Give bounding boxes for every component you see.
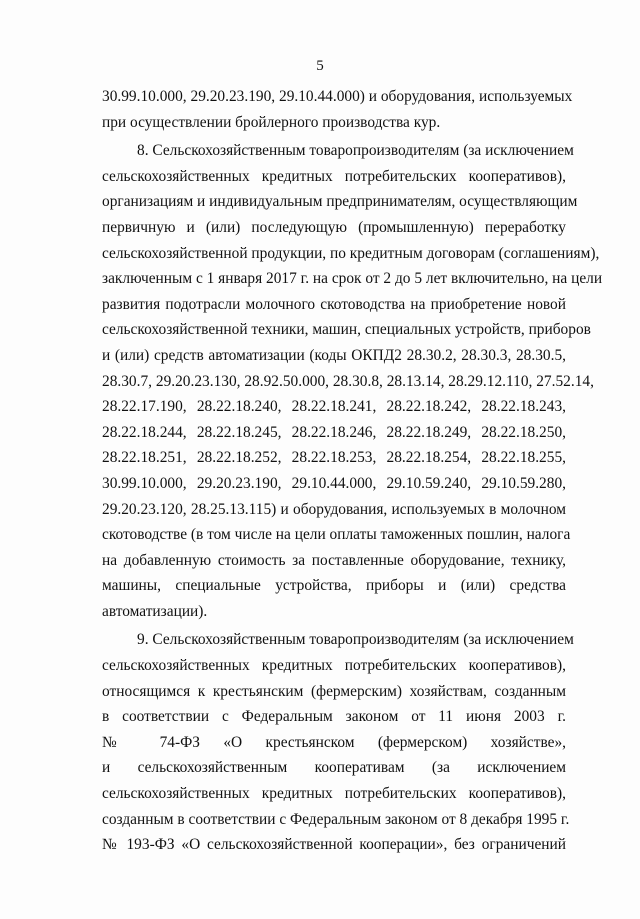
document-body <box>102 84 603 858</box>
text-line: на добавленную стоимость за поставленные оборудование, технику, <box>102 551 566 569</box>
text-line: 28.22.18.251, 28.22.18.252, 28.22.18.253, 28.22.18.254, 28.22.18.255, <box>102 449 566 467</box>
text-line: организациям и индивидуальным предпринимателям, осуществляющим <box>102 193 578 211</box>
text-line: сельскохозяйственных кредитных потребительских кооперативов), <box>102 167 566 185</box>
text-line: 30.99.10.000, 29.20.23.190, 29.10.44.000, 29.10.59.240, 29.10.59.280, <box>102 474 566 492</box>
text-line: и сельскохозяйственным кооперативам (за исключением <box>102 759 566 777</box>
page-number: 5 <box>316 58 324 74</box>
text-line: № 193-ФЗ «О сельскохозяйственной кооперации», без ограничений <box>102 836 566 854</box>
text-line: 9. Сельскохозяйственным товаропроизводителям (за исключением <box>137 631 574 649</box>
text-line: 30.99.10.000, 29.20.23.190, 29.10.44.000) и оборудования, используемых <box>102 88 573 105</box>
text-line: и (или) средств автоматизации (коды ОКПД2 28.30.2, 28.30.3, 28.30.5, <box>102 346 566 364</box>
text-line: скотоводстве (в том числе на цели оплаты таможенных пошлин, налога <box>102 526 571 544</box>
text-line: первичную и (или) последующую (промышленную) переработку <box>102 218 566 236</box>
text-line: 28.30.7, 29.20.23.130, 28.92.50.000, 28.30.8, 28.13.14, 28.29.12.110, 27.52.14, <box>102 372 594 390</box>
text-line: сельскохозяйственных кредитных потребительских кооперативов), <box>102 785 566 803</box>
text-line: созданным в соответствии с Федеральным законом от 8 декабря 1995 г. <box>102 810 570 828</box>
text-line: 8. Сельскохозяйственным товаропроизводителям (за исключением <box>137 142 574 160</box>
text-line: сельскохозяйственных кредитных потребительских кооперативов), <box>102 657 566 675</box>
text-line: при осуществлении бройлерного производства кур. <box>102 113 441 131</box>
text-line: заключенным с 1 января 2017 г. на срок от 2 до 5 лет включительно, на цели <box>102 270 603 288</box>
text-line: автоматизации). <box>102 602 208 620</box>
text-line: 29.20.23.120, 28.25.13.115) и оборудования, используемых в молочном <box>102 500 566 518</box>
text-line: сельскохозяйственной техники, машин, специальных устройств, приборов <box>102 321 591 339</box>
text-line: сельскохозяйственной продукции, по кредитным договорам (соглашениям), <box>102 244 600 262</box>
text-line: 28.22.18.244, 28.22.18.245, 28.22.18.246, 28.22.18.249, 28.22.18.250, <box>102 423 566 441</box>
text-line: 28.22.17.190, 28.22.18.240, 28.22.18.241, 28.22.18.242, 28.22.18.243, <box>102 398 566 416</box>
text-line: относящимся к крестьянским (фермерским) хозяйствам, созданным <box>102 682 566 700</box>
text-line: машины, специальные устройства, приборы и (или) средства <box>102 577 566 595</box>
text-line: № 74-ФЗ «О крестьянском (фермерском) хозяйстве», <box>102 733 566 751</box>
text-line: в соответствии с Федеральным законом от 11 июня 2003 г. <box>102 708 566 726</box>
text-line: развития подотрасли молочного скотоводства на приобретение новой <box>102 295 566 313</box>
